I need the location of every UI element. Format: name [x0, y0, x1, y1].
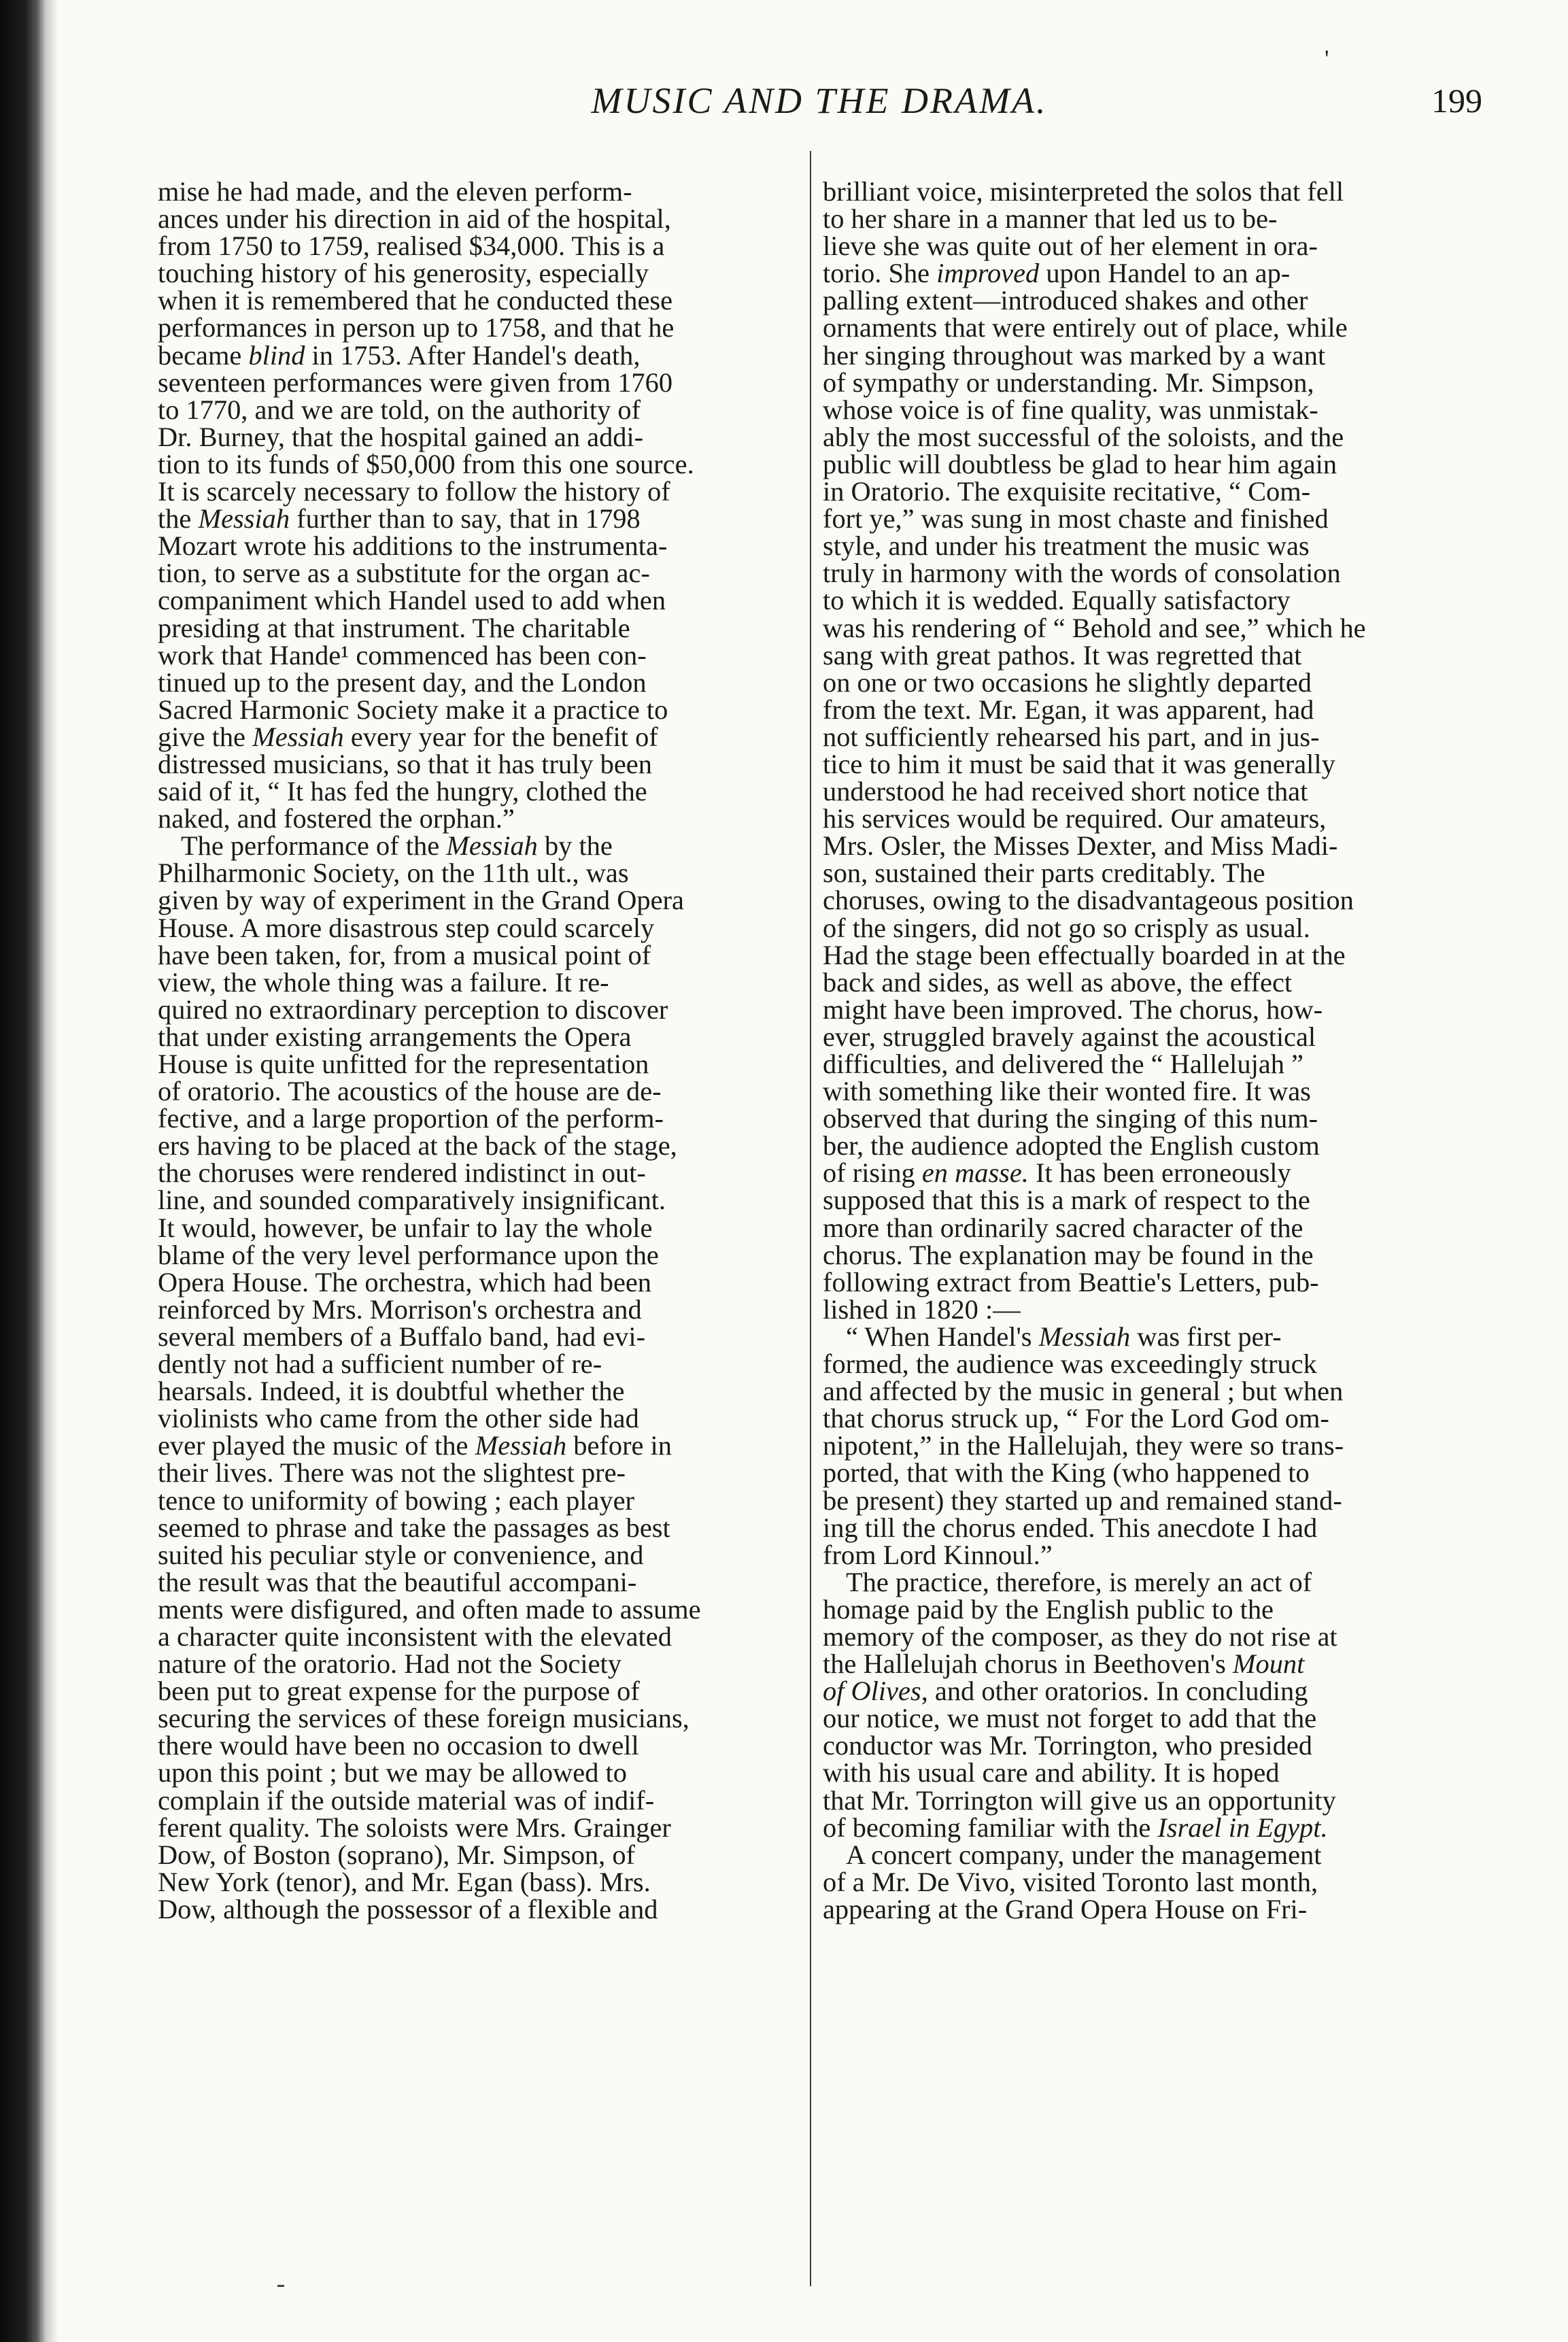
text-line: our notice, we must not forget to add that the [823, 1703, 1317, 1734]
italic-title: improved [936, 258, 1040, 289]
text-line: on one or two occasions he slightly departed [823, 666, 1312, 698]
text-line: ever played the music of the Messiah before in [158, 1430, 672, 1461]
text-line: supposed that this is a mark of respect to the [823, 1185, 1310, 1216]
text-line: truly in harmony with the words of consolation [823, 558, 1341, 589]
text-line: ances under his direction in aid of the hospital, [158, 203, 671, 235]
running-title: MUSIC AND THE DRAMA. [591, 80, 1048, 121]
text-line: Mrs. Osler, the Misses Dexter, and Miss Madi- [823, 830, 1338, 862]
text-line: ers having to be placed at the back of the stage, [158, 1130, 677, 1161]
text-line: sang with great pathos. It was regretted that [823, 639, 1302, 671]
text-line: his services would be required. Our amateurs, [823, 803, 1327, 834]
text-line: give the Messiah every year for the benefit of [158, 721, 658, 752]
text-line: when it is remembered that he conducted these [158, 285, 673, 316]
text-line: of rising en masse. It has been erroneously [823, 1157, 1291, 1189]
text-line: a character quite inconsistent with the elevated [158, 1620, 672, 1652]
text-line: work that Hande¹ commenced has been con- [158, 639, 647, 671]
text-line: Mozart wrote his additions to the instrumenta- [158, 530, 668, 562]
text-line: tinued up to the present day, and the London [158, 666, 647, 698]
text-line: Dow, although the possessor of a flexible and [158, 1893, 658, 1924]
text-line: choruses, owing to the disadvantageous position [823, 885, 1354, 916]
text-line: lieve she was quite out of her element in ora- [823, 231, 1318, 262]
text-line: ported, that with the King (who happened to [823, 1457, 1310, 1489]
italic-title: Messiah [252, 721, 344, 752]
text-line: the Hallelujah chorus in Beethoven's Mount [823, 1648, 1305, 1680]
text-line: “ When Handel's Messiah was first per- [846, 1321, 1282, 1352]
text-line: from Lord Kinnoul.” [823, 1539, 1053, 1570]
text-line: ber, the audience adopted the English custom [823, 1130, 1320, 1161]
text-line: view, the whole thing was a failure. It re- [158, 966, 609, 998]
text-line: the Messiah further than to say, that in 1798 [158, 503, 641, 534]
text-line: dently not had a sufficient number of re- [158, 1348, 602, 1380]
text-line: whose voice is of fine quality, was unmistak- [823, 394, 1318, 425]
text-line: from 1750 to 1759, realised $34,000. This is a [158, 231, 665, 262]
text-line: that Mr. Torrington will give us an opportunity [823, 1784, 1336, 1816]
text-line: Had the stage been effectually boarded in at the [823, 939, 1346, 970]
text-line: The performance of the Messiah by the [181, 830, 613, 862]
text-line: of a Mr. De Vivo, visited Toronto last month, [823, 1866, 1318, 1897]
text-line: brilliant voice, misinterpreted the solos that fell [823, 176, 1344, 207]
text-line: might have been improved. The chorus, how- [823, 994, 1323, 1025]
text-line: of oratorio. The acoustics of the house are de- [158, 1076, 662, 1107]
text-line: more than ordinarily sacred character of the [823, 1212, 1303, 1243]
book-spine-shadow [0, 0, 46, 2342]
text-line: Philharmonic Society, on the 11th ult., was [158, 858, 629, 889]
italic-title: Israel in Egypt. [1157, 1812, 1328, 1843]
spine-edge-shading [46, 0, 58, 2342]
text-line: ever, struggled bravely against the acoustical [823, 1021, 1316, 1052]
text-line: understood he had received short notice that [823, 776, 1308, 807]
text-line: conductor was Mr. Torrington, who presided [823, 1730, 1312, 1761]
text-line: New York (tenor), and Mr. Egan (bass). Mrs. [158, 1866, 651, 1897]
footer-mark [277, 2285, 284, 2287]
text-line: tence to uniformity of bowing ; each player [158, 1484, 634, 1516]
text-line: It would, however, be unfair to lay the whole [158, 1212, 653, 1243]
text-line: to 1770, and we are told, on the authority of [158, 394, 641, 425]
left-column [158, 178, 804, 1923]
text-line: there would have been no occasion to dwell [158, 1730, 639, 1761]
right-column [823, 178, 1477, 1923]
text-line: suited his peculiar style or convenience, and [158, 1539, 644, 1570]
text-line: style, and under his treatment the music was [823, 530, 1310, 562]
page-number: 199 [1431, 82, 1482, 120]
text-line: Opera House. The orchestra, which had been [158, 1266, 652, 1297]
text-line: tion, to serve as a substitute for the organ ac- [158, 558, 650, 589]
text-line: tice to him it must be said that it was generally [823, 748, 1335, 779]
italic-title: Messiah [446, 830, 538, 862]
text-line: that chorus struck up, “ For the Lord God om- [823, 1403, 1329, 1434]
text-line: from the text. Mr. Egan, it was apparent, had [823, 694, 1314, 725]
text-line: performances in person up to 1758, and that he [158, 312, 675, 343]
text-line: lished in 1820 :— [823, 1293, 1021, 1325]
text-line: chorus. The explanation may be found in the [823, 1239, 1314, 1270]
text-line: became blind in 1753. After Handel's death, [158, 339, 641, 371]
text-line: with his usual care and ability. It is hoped [823, 1757, 1280, 1788]
text-line: nipotent,” in the Hallelujah, they were so trans- [823, 1430, 1344, 1461]
text-line: naked, and fostered the orphan.” [158, 803, 515, 834]
text-line: presiding at that instrument. The charitable [158, 612, 630, 643]
italic-title: Mount [1232, 1648, 1305, 1680]
text-line: the result was that the beautiful accompani- [158, 1566, 637, 1597]
text-line: line, and sounded comparatively insignificant. [158, 1185, 666, 1216]
text-line: with something like their wonted fire. It was [823, 1076, 1311, 1107]
text-line: the choruses were rendered indistinct in out- [158, 1157, 646, 1189]
column-divider [810, 151, 811, 2286]
text-line: given by way of experiment in the Grand Opera [158, 885, 684, 916]
text-line: securing the services of these foreign musicians, [158, 1703, 689, 1734]
text-line: Dow, of Boston (soprano), Mr. Simpson, of [158, 1839, 635, 1870]
text-line: was his rendering of “ Behold and see,” which he [823, 612, 1366, 643]
text-line: nature of the oratorio. Had not the Society [158, 1648, 621, 1680]
text-line: of Olives, and other oratorios. In concluding [823, 1676, 1308, 1707]
text-line: House is quite unfitted for the representation [158, 1049, 649, 1079]
text-line: son, sustained their parts creditably. The [823, 858, 1265, 889]
text-line: ing till the chorus ended. This anecdote I had [823, 1512, 1318, 1543]
text-line: public will doubtless be glad to hear him again [823, 448, 1337, 479]
text-line: have been taken, for, from a musical point of [158, 939, 651, 970]
text-line: been put to great expense for the purpose of [158, 1676, 640, 1707]
text-line: Sacred Harmonic Society make it a practice to [158, 694, 668, 725]
text-line: violinists who came from the other side had [158, 1403, 639, 1434]
text-line: Dr. Burney, that the hospital gained an addi- [158, 421, 644, 452]
text-line: The practice, therefore, is merely an act of [846, 1566, 1312, 1597]
text-line: of becoming familiar with the Israel in Egypt. [823, 1812, 1328, 1843]
text-line: ferent quality. The soloists were Mrs. Grainger [158, 1812, 671, 1843]
italic-title: Messiah [475, 1430, 567, 1461]
text-line: complain if the outside material was of indif- [158, 1784, 655, 1816]
text-line: homage paid by the English public to the [823, 1593, 1274, 1625]
italic-title: Messiah [198, 503, 290, 534]
italic-title: en masse. [921, 1157, 1029, 1189]
text-line: that under existing arrangements the Opera [158, 1021, 632, 1052]
text-line: ornaments that were entirely out of place, while [823, 312, 1348, 343]
text-line: blame of the very level performance upon the [158, 1239, 659, 1270]
text-line: be present) they started up and remained stand- [823, 1484, 1342, 1516]
text-line: and affected by the music in general ; but when [823, 1376, 1344, 1407]
text-line: of sympathy or understanding. Mr. Simpson, [823, 367, 1314, 398]
text-line: their lives. There was not the slightest pre- [158, 1457, 626, 1489]
text-line: difficulties, and delivered the “ Hallelujah ” [823, 1049, 1303, 1079]
italic-title: Messiah [1038, 1321, 1131, 1352]
text-line: tion to its funds of $50,000 from this one source. [158, 448, 694, 479]
text-line: palling extent—introduced shakes and other [823, 285, 1308, 316]
text-line: several members of a Buffalo band, had evi- [158, 1321, 646, 1352]
italic-title: blind [248, 339, 305, 371]
text-line: her singing throughout was marked by a want [823, 339, 1326, 371]
text-line: mise he had made, and the eleven perform- [158, 176, 632, 207]
italic-title: of Olives [823, 1676, 921, 1707]
text-line: distressed musicians, so that it has truly been [158, 748, 652, 779]
text-line: not sufficiently rehearsed his part, and in jus- [823, 721, 1320, 752]
text-line: in Oratorio. The exquisite recitative, “ Com- [823, 476, 1311, 507]
text-line: to which it is wedded. Equally satisfactory [823, 585, 1291, 616]
text-line: appearing at the Grand Opera House on Fri- [823, 1893, 1308, 1924]
text-line: ments were disfigured, and often made to assume [158, 1593, 701, 1625]
text-line: fort ye,” was sung in most chaste and finished [823, 503, 1329, 534]
text-line: seventeen performances were given from 1760 [158, 367, 673, 398]
text-line: said of it, “ It has fed the hungry, clothed the [158, 776, 647, 807]
text-line: reinforced by Mrs. Morrison's orchestra and [158, 1293, 642, 1325]
corner-mark: ' [1325, 45, 1329, 72]
text-line: formed, the audience was exceedingly struck [823, 1348, 1317, 1380]
text-line: ably the most successful of the soloists, and the [823, 421, 1344, 452]
text-line: torio. She improved upon Handel to an ap- [823, 258, 1291, 289]
text-line: of the singers, did not go so crisply as usual. [823, 912, 1310, 943]
text-line: to her share in a manner that led us to be- [823, 203, 1278, 235]
page-header [156, 73, 1482, 128]
text-line: companiment which Handel used to add when [158, 585, 666, 616]
text-line: seemed to phrase and take the passages as best [158, 1512, 670, 1543]
text-line: touching history of his generosity, especially [158, 258, 649, 289]
text-line: hearsals. Indeed, it is doubtful whether the [158, 1376, 625, 1407]
text-line: fective, and a large proportion of the perform- [158, 1103, 664, 1134]
text-line: observed that during the singing of this num- [823, 1103, 1318, 1134]
text-line: upon this point ; but we may be allowed to [158, 1757, 627, 1788]
text-line: House. A more disastrous step could scarcely [158, 912, 655, 943]
text-line: It is scarcely necessary to follow the history of [158, 476, 670, 507]
text-line: following extract from Beattie's Letters, pub- [823, 1266, 1319, 1297]
text-line: back and sides, as well as above, the effect [823, 966, 1293, 998]
text-line: quired no extraordinary perception to discover [158, 994, 668, 1025]
text-line: A concert company, under the management [846, 1839, 1322, 1870]
text-line: memory of the composer, as they do not rise at [823, 1620, 1337, 1652]
